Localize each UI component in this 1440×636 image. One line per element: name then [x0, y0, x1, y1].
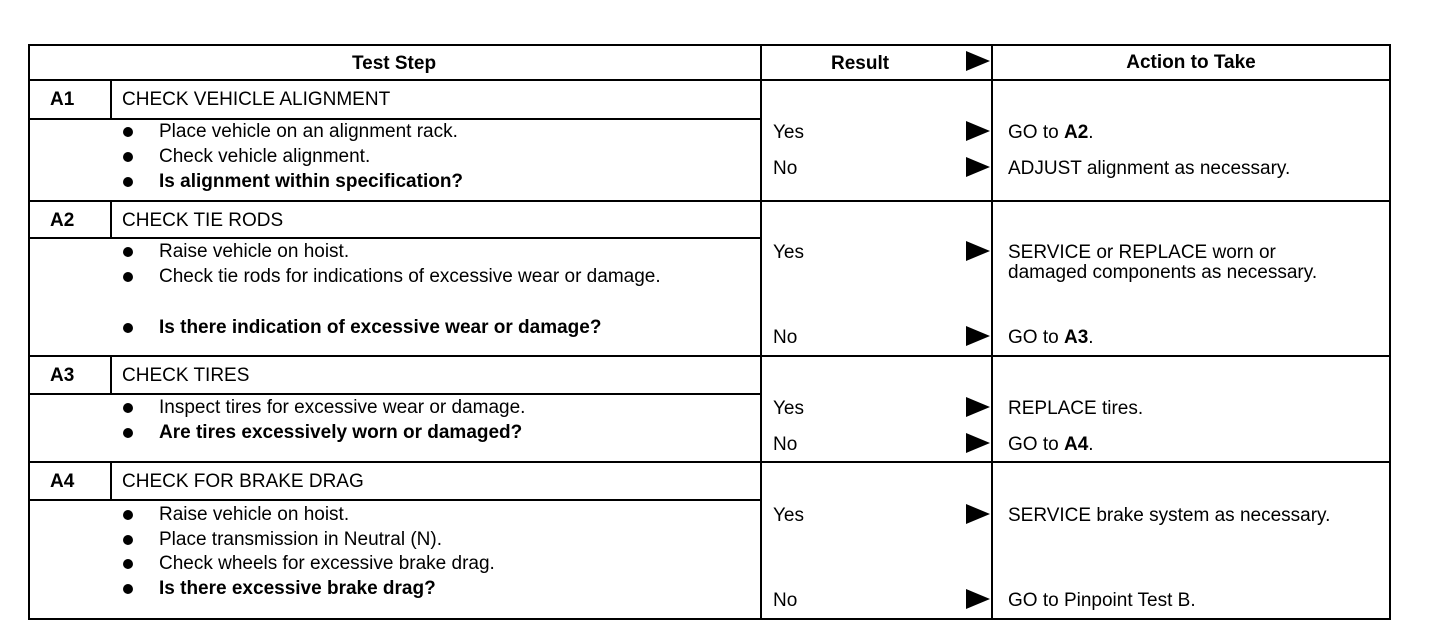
step-instruction: Check tie rods for indications of excessive wear or damage.: [159, 266, 661, 287]
step-instruction: Check vehicle alignment.: [159, 146, 371, 167]
bullet-icon: [123, 127, 133, 137]
arrow-icon: [966, 157, 990, 177]
step-title: CHECK TIRES: [122, 365, 250, 386]
table-top-border: [28, 44, 1391, 46]
step-instruction: Is there indication of excessive wear or damage?: [159, 317, 602, 338]
header-result: Result: [831, 53, 890, 74]
action-text: [1008, 506, 1358, 526]
bullet-icon: [123, 559, 133, 569]
action-fragment: .: [1088, 434, 1094, 455]
step-instruction: Inspect tires for excessive wear or damage.: [159, 397, 526, 418]
step-reference: A2: [1063, 122, 1089, 143]
title-divider: [28, 499, 760, 501]
action-fragment: SERVICE brake system as necessary.: [1008, 505, 1331, 526]
header-divider: [28, 79, 1391, 81]
id-divider: [110, 357, 112, 393]
arrow-icon: [966, 433, 990, 453]
arrow-icon: [966, 589, 990, 609]
step-instruction: Place vehicle on an alignment rack.: [159, 121, 458, 142]
arrow-icon: [966, 326, 990, 346]
action-text: [1008, 435, 1358, 455]
arrow-icon: [966, 504, 990, 524]
result-yes: Yes: [773, 242, 804, 263]
bullet-icon: [123, 535, 133, 545]
column-divider: [760, 44, 762, 620]
bullet-icon: [123, 323, 133, 333]
step-id: A2: [50, 210, 75, 231]
action-text: [1008, 159, 1358, 179]
step-instruction: Place transmission in Neutral (N).: [159, 529, 442, 550]
arrow-icon: [966, 397, 990, 417]
step-instruction: Is there excessive brake drag?: [159, 578, 436, 599]
action-fragment: GO to: [1008, 434, 1064, 455]
step-instruction: Raise vehicle on hoist.: [159, 504, 350, 525]
header-test-step: Test Step: [351, 53, 437, 74]
action-fragment: SERVICE or REPLACE worn or damaged components as necessary.: [1008, 242, 1318, 283]
bullet-icon: [123, 584, 133, 594]
result-yes: Yes: [773, 122, 804, 143]
section-divider: [28, 200, 1391, 202]
action-fragment: GO to Pinpoint Test B.: [1008, 590, 1196, 611]
step-reference: A4: [1063, 434, 1089, 455]
id-divider: [110, 202, 112, 237]
action-text: [1008, 328, 1358, 348]
action-text: [1008, 123, 1358, 143]
result-no: No: [773, 327, 798, 348]
section-divider: [28, 461, 1391, 463]
section-divider: [28, 355, 1391, 357]
result-no: No: [773, 590, 798, 611]
action-fragment: REPLACE tires.: [1008, 398, 1144, 419]
result-no: No: [773, 158, 798, 179]
step-reference: A3: [1063, 327, 1089, 348]
result-yes: Yes: [773, 398, 804, 419]
step-id: A1: [50, 89, 75, 110]
bullet-icon: [123, 403, 133, 413]
bullet-icon: [123, 177, 133, 187]
diagnostic-table: [28, 44, 1391, 620]
step-instruction: Check wheels for excessive brake drag.: [159, 553, 495, 574]
action-text: [1008, 399, 1358, 419]
step-title: CHECK FOR BRAKE DRAG: [122, 471, 364, 492]
title-divider: [28, 393, 760, 395]
table-bottom-border: [28, 618, 1391, 620]
arrow-icon: [966, 241, 990, 261]
title-divider: [28, 118, 760, 120]
action-fragment: GO to: [1008, 327, 1064, 348]
step-id: A3: [50, 365, 75, 386]
column-divider: [991, 44, 993, 620]
bullet-icon: [123, 247, 133, 257]
step-instruction: Is alignment within specification?: [159, 171, 464, 192]
table-right-border: [1389, 44, 1391, 620]
bullet-icon: [123, 272, 133, 282]
action-fragment: GO to: [1008, 122, 1064, 143]
step-instruction: Are tires excessively worn or damaged?: [159, 422, 523, 443]
id-divider: [110, 463, 112, 499]
header-arrow-icon: [966, 51, 990, 71]
action-fragment: .: [1088, 327, 1094, 348]
bullet-icon: [123, 510, 133, 520]
action-fragment: .: [1088, 122, 1094, 143]
table-left-border: [28, 44, 30, 620]
step-instruction: Raise vehicle on hoist.: [159, 241, 350, 262]
action-text: [1008, 243, 1358, 283]
action-fragment: ADJUST alignment as necessary.: [1008, 158, 1291, 179]
title-divider: [28, 237, 760, 239]
step-title: CHECK TIE RODS: [122, 210, 284, 231]
step-title: CHECK VEHICLE ALIGNMENT: [122, 89, 391, 110]
id-divider: [110, 81, 112, 118]
bullet-icon: [123, 428, 133, 438]
result-yes: Yes: [773, 505, 804, 526]
header-action: Action to Take: [1126, 52, 1256, 73]
result-no: No: [773, 434, 798, 455]
action-text: [1008, 591, 1358, 611]
arrow-icon: [966, 121, 990, 141]
step-id: A4: [50, 471, 75, 492]
bullet-icon: [123, 152, 133, 162]
